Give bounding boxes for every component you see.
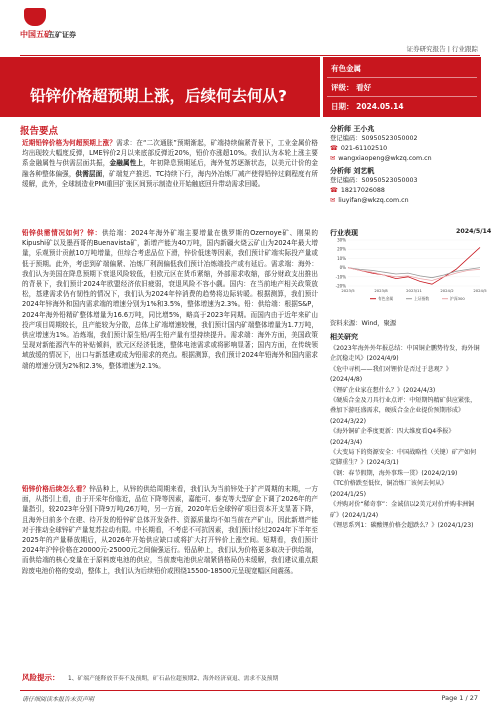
legend-label: 上证指数 — [414, 296, 430, 301]
y-tick-label: 10% — [337, 255, 346, 261]
summary-heading: 报告要点 — [20, 126, 59, 137]
x-tick-label: 2024/5 — [473, 288, 487, 293]
analyst-1-email[interactable]: wangxiaopeng@wkzq.com.cn — [338, 155, 432, 162]
analyst-1-title: 分析师 王小兆 — [330, 125, 375, 133]
paragraph-3 — [22, 484, 318, 662]
y-tick-label: -10% — [335, 274, 346, 280]
x-tick-label: 2024/2 — [440, 288, 454, 293]
x-tick-label: 2023/5 — [341, 288, 355, 293]
risk-text: 1、矿端产能释放节奏不及预期，矿石品位超预期2、海外经济衰退、需求不及预期 — [68, 676, 279, 682]
analyst-1-phone: 021-61102510 — [340, 145, 388, 152]
p1-text-c: ，年初降息预期延后，海外复苏逐渐状态，以美元计价的金融各种整体偏强， — [22, 159, 319, 178]
related-item[interactable]: 《并购对价“稀奇事”：金诚信以2美元对价并购非洲铜矿》(2024/1/24) — [330, 501, 475, 519]
paragraph-2 — [22, 228, 318, 476]
legend-label: 有色金属 — [378, 296, 394, 301]
analyst-2-email[interactable]: liuyifan@wkzq.com.cn — [338, 197, 409, 204]
chart-date: 2024/5/14 — [456, 228, 492, 235]
analyst-2-phone: 18217026088 — [340, 187, 385, 194]
date-label: 日期： 2024.05.14 — [331, 102, 404, 111]
related-research-list — [330, 344, 480, 531]
company-name-cn: 中国五矿 — [20, 30, 52, 39]
related-item[interactable]: 《钢：春节假期，海外事珠一贯》(2024/2/19) — [330, 469, 458, 477]
side-info-box — [323, 57, 481, 117]
brand-name: 五矿证券 — [48, 31, 76, 39]
p1-bold1: 金融属性上 — [109, 159, 144, 168]
report-title: 铅锌价格超预期上涨，后续何去何从? — [30, 87, 287, 105]
analyst-2-title: 分析师 刘艺帆 — [330, 167, 375, 175]
p2-heading: 铅锌供需情况如何？锌： — [22, 229, 102, 237]
chart-title: 行业表现 — [330, 229, 358, 237]
series-line — [348, 268, 480, 281]
footer-disclaimer: 请仔细阅读本报告末页声明 — [22, 696, 95, 703]
phone-icon: ☎ — [330, 187, 338, 194]
p1-heading: 近期铅锌价格为何超预期上涨？ — [22, 139, 117, 147]
y-tick-label: 20% — [337, 246, 346, 252]
analyst-1-reg: 登记编码：S0950523050002 — [330, 135, 418, 142]
side-divider — [327, 77, 477, 78]
header-divider — [20, 55, 480, 56]
footer-divider — [20, 690, 480, 691]
legend-label: 沪深300 — [450, 296, 465, 301]
p1-bold2: 供需层面 — [75, 169, 103, 178]
related-item[interactable]: 《硬质合金及刀具行业点评：中短期钨精矿供应紧张，叠加下游旺盛需求，硬质合金企业提价预期形成》(2024/3/22) — [330, 397, 477, 425]
rating-label: 评级： 看好 — [331, 83, 372, 92]
p1-text-d: ，矿端复产推迟、TC持续下行，海内外冶炼厂减产使得铅锌过剩程度有所缓解，此外，全球制造业PMI重回扩张区间预示制造业开始触底回升带动需求回暖。 — [22, 169, 319, 188]
paragraph-1 — [22, 138, 318, 189]
phone-icon: ☎ — [330, 145, 338, 152]
related-item[interactable]: 《大变局下的资源安全：中国战略性（关键）矿产如何定脚重生？》(2024/3/1) — [330, 449, 477, 467]
series-line — [348, 268, 480, 278]
y-tick-label: 30% — [337, 237, 346, 243]
p2-text: 供给端：2024年海外矿端主要增量在俄罗斯的Ozernoye矿、刚果的Kipushi矿以及墨西哥的Buenavista矿，新增产能为40万吨，国内新疆火烧云矿山为2024年最大增量，乐观预计贡献10万吨增量，但综合考虑品位下滑，锌价低迷等因素，我们预计矿端实际投产量或低于预期。此外，考虑到矿端偏紧、冶炼厂利润偏低我们预计冶炼端投产或有延后。需求端：海外：我们认为美国在降息预期下衰退风险较低，但欧元区在货币紧缩，外部需求收缩，部分财政支出推出的背景下，我们预计2024年欧盟经济依旧疲弱，衰退风险不容小觑。国内：在当前地产相关政策放松，基建需求仍有韧性的情况下，我们认为2024年锌消费的趋势将边际转暖。根据测算，我们预计2024年锌海外和国内需求端的增速分别为1%和3.5%，整体增速为2.3%。铅：供给端：根据S&P，2024年海外铅精矿整体增量为16.6万吨，同比增5%，略高于2023年同期。而国内由于近年来矿山投产项目周期较长，且产能较为分散，总体上矿端增速较慢，我们预计国内矿端整体增量为1.7万吨，供应增速为1%。冶炼端，我们预计原生铅/再生铅产量有望持续提升。需求端：海外方面，美国政策呈现对新能源汽车的补贴倾斜，欧元区经济低迷，整体电池需求或将影响显著；国内方面，在传统领域放缓的情况下，出口与新基建或成为铅需求的亮点。根据测算，我们预计2024年铅海外和国内需求端的增速分别为2%和2.3%，整体增速为2.1%。 — [22, 229, 318, 370]
email-icon: ✉ — [330, 197, 336, 204]
report-category: 证券研究报告 | 行业跟踪 — [406, 45, 478, 53]
y-tick-label: -20% — [335, 283, 346, 289]
x-tick-label: 2023/8 — [374, 288, 388, 293]
related-item[interactable]: 《TC价格跌至低位，铜冶炼厂该何去何从》(2024/1/25) — [330, 480, 448, 498]
related-heading: 相关研究 — [330, 333, 358, 341]
related-item[interactable]: 《海外铜矿企季度更新：四大维度看Q4季报》(2024/3/4) — [330, 428, 455, 446]
side-divider — [327, 96, 477, 97]
y-tick-label: 0% — [339, 265, 346, 271]
related-item[interactable]: 《危中寻机——我们对锂价是否过于悲观？》(2024/4/8) — [330, 365, 452, 384]
risk-label: 风险提示： — [22, 673, 60, 682]
related-item[interactable]: 《锂思系列1：碳酸锂价格会超跌么？》(2024/1/23) — [330, 521, 474, 529]
logo-mark — [24, 8, 46, 26]
x-tick-label: 2023/11 — [406, 288, 422, 293]
p3-heading: 铅锌价格后续怎么看？ — [22, 485, 90, 493]
related-item[interactable]: 《锂矿企业家在想什么？》(2024/4/3) — [330, 386, 436, 394]
related-item[interactable]: 《2023年海外外年报总结：中国铜企鹏势待发，海外铜企沉稳走风》(2024/4/9) — [330, 345, 480, 363]
p1-text: 需求：在“二次通胀”预期渐起，矿端持续偏紧背景下，工业金属价格均出现较大幅度反弹，LME锌价2月以来底部反弹近20%，铅价亦涨超10%。我们认为本轮上涨主要系金融属性与供需层面共振， — [22, 139, 318, 168]
series-line — [348, 247, 480, 284]
p3-text: 锌品种上，从锌的供给周期来看，我们认为当前锌处于扩产周期的末期，一方面，从指引上看，由于开采年份临近，品位下降等因素，嘉能可、泰克等大型矿企下调了2026年的产量指引，较2023年分别下降9万吨/26万吨，另一方面，2020年后全球锌矿项目资本开支显著下降，且海外目前多个在建、待开发的铅锌矿总体开发条件、资源质量均不如当前在产矿山，因此新增产能对于推动全球锌矿产量复苏拉动有限。中长期看，不考虑不可抗因素，我们预计经过2024年下半年至2025年的产量释放期后，从2026年开始供应缺口或将扩大打开锌价上涨空间。短期看，我们预计2024年沪锌价格在20000元-25000元之间偏强运行。铅品种上，我们认为价格更多取决于供给端，而供给端的核心变量在于原料废电池的供应，当前废电池供应端紧俏格局仍未缓解，我们建议重点跟踪废电池价格的变动，整体上，我们认为后续铅价或围绕15500-18500元呈现宽幅区间震荡。 — [22, 485, 319, 575]
chart-source: 资料来源：Wind，聚源 — [330, 320, 397, 327]
analyst-block — [330, 124, 482, 206]
sector-label: 有色金属 — [331, 64, 361, 73]
page-number: Page 1 / 27 — [441, 694, 478, 702]
industry-performance-chart — [330, 236, 487, 306]
email-icon: ✉ — [330, 155, 336, 162]
analyst-2-reg: 登记编码：S0950523050003 — [330, 177, 418, 184]
